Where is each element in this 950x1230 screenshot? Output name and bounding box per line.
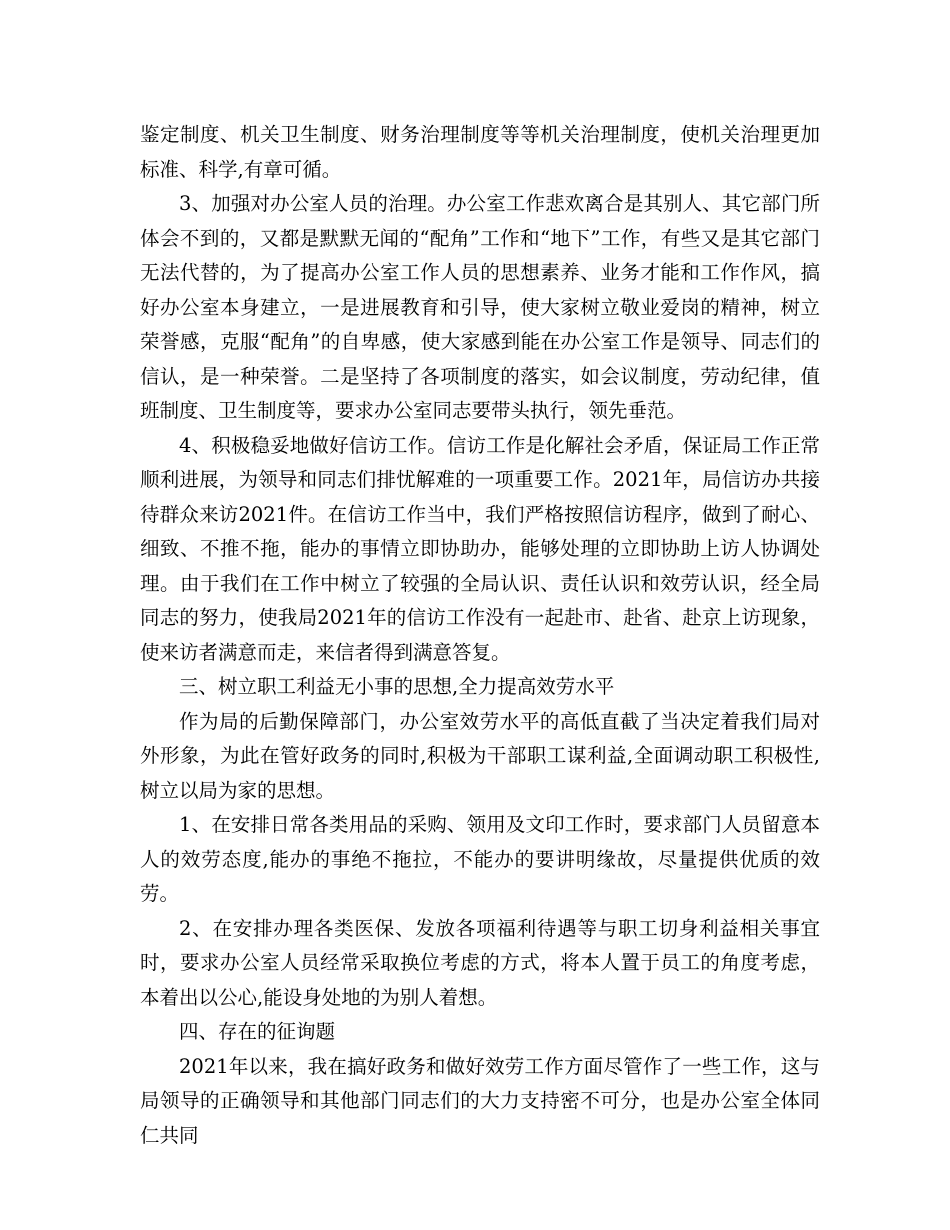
paragraph-item-1: 1、在安排日常各类用品的采购、领用及文印工作时，要求部门人员留意本人的效劳态度,能办的事绝不拖拉，不能办的要讲明缘故，尽量提供优质的效劳。 (140, 813, 820, 905)
paragraph-problems: 2021年以来，我在搞好政务和做好效劳工作方面尽管作了一些工作，这与局领导的正确领导和其他部门同志们的大力支持密不可分，也是办公室全体同仁共同 (140, 1054, 820, 1147)
section-heading-4: 四、存在的征询题 (179, 1020, 336, 1043)
paragraph-item-4: 4、积极稳妥地做好信访工作。信访工作是化解社会矛盾，保证局工作正常顺利进展，为领导和同志们排忧解难的一项重要工作。2021年，局信访办共接待群众来访2021件。在信访工作当中，我们严格按照信访程序，做到了耐心、细致、不推不拖，能办的事情立即协助办，能够处理的立即协助上访人协调处理。由于我们在工作中树立了较强的全局认识、责任认识和效劳认识，经全局同志的努力，使我局2021年的信访工作没有一起赴市、赴省、赴京上访现象，使来访者满意而走，来信者得到满意答复。 (140, 433, 820, 664)
paragraph-item-3: 3、加强对办公室人员的治理。办公室工作悲欢离合是其别人、其它部门所体会不到的，又都是默默无闻的“配角”工作和“地下”工作，有些又是其它部门无法代替的，为了提高办公室工作人员的思想素养、业务才能和工作作风，搞好办公室本身建立，一是进展教育和引导，使大家树立敬业爱岗的精神，树立荣誉感，克服“配角”的自卑感，使大家感到能在办公室工作是领导、同志们的信认，是一种荣誉。二是坚持了各项制度的落实，如会议制度，劳动纪律，值班制度、卫生制度等，要求办公室同志要带头执行，领先垂范。 (140, 192, 820, 422)
paragraph-item-2: 2、在安排办理各类医保、发放各项福利待遇等与职工切身利益相关事宜时，要求办公室人员经常采取换位考虑的方式，将本人置于员工的角度考虑，本着出以公心,能设身处地的为别人着想。 (140, 916, 820, 1009)
paragraph-continued: 鉴定制度、机关卫生制度、财务治理制度等等机关治理制度，使机关治理更加标准、科学,有章可循。 (140, 123, 820, 181)
document-body (140, 118, 820, 1153)
paragraph-section-intro: 作为局的后勤保障部门，办公室效劳水平的高低直截了当决定着我们局对外形象，为此在管好政务的同时,积极为干部职工谋利益,全面调动职工积极性,树立以局为家的思想。 (140, 709, 820, 802)
section-heading-3: 三、树立职工利益无小事的思想,全力提高效劳水平 (179, 675, 615, 698)
